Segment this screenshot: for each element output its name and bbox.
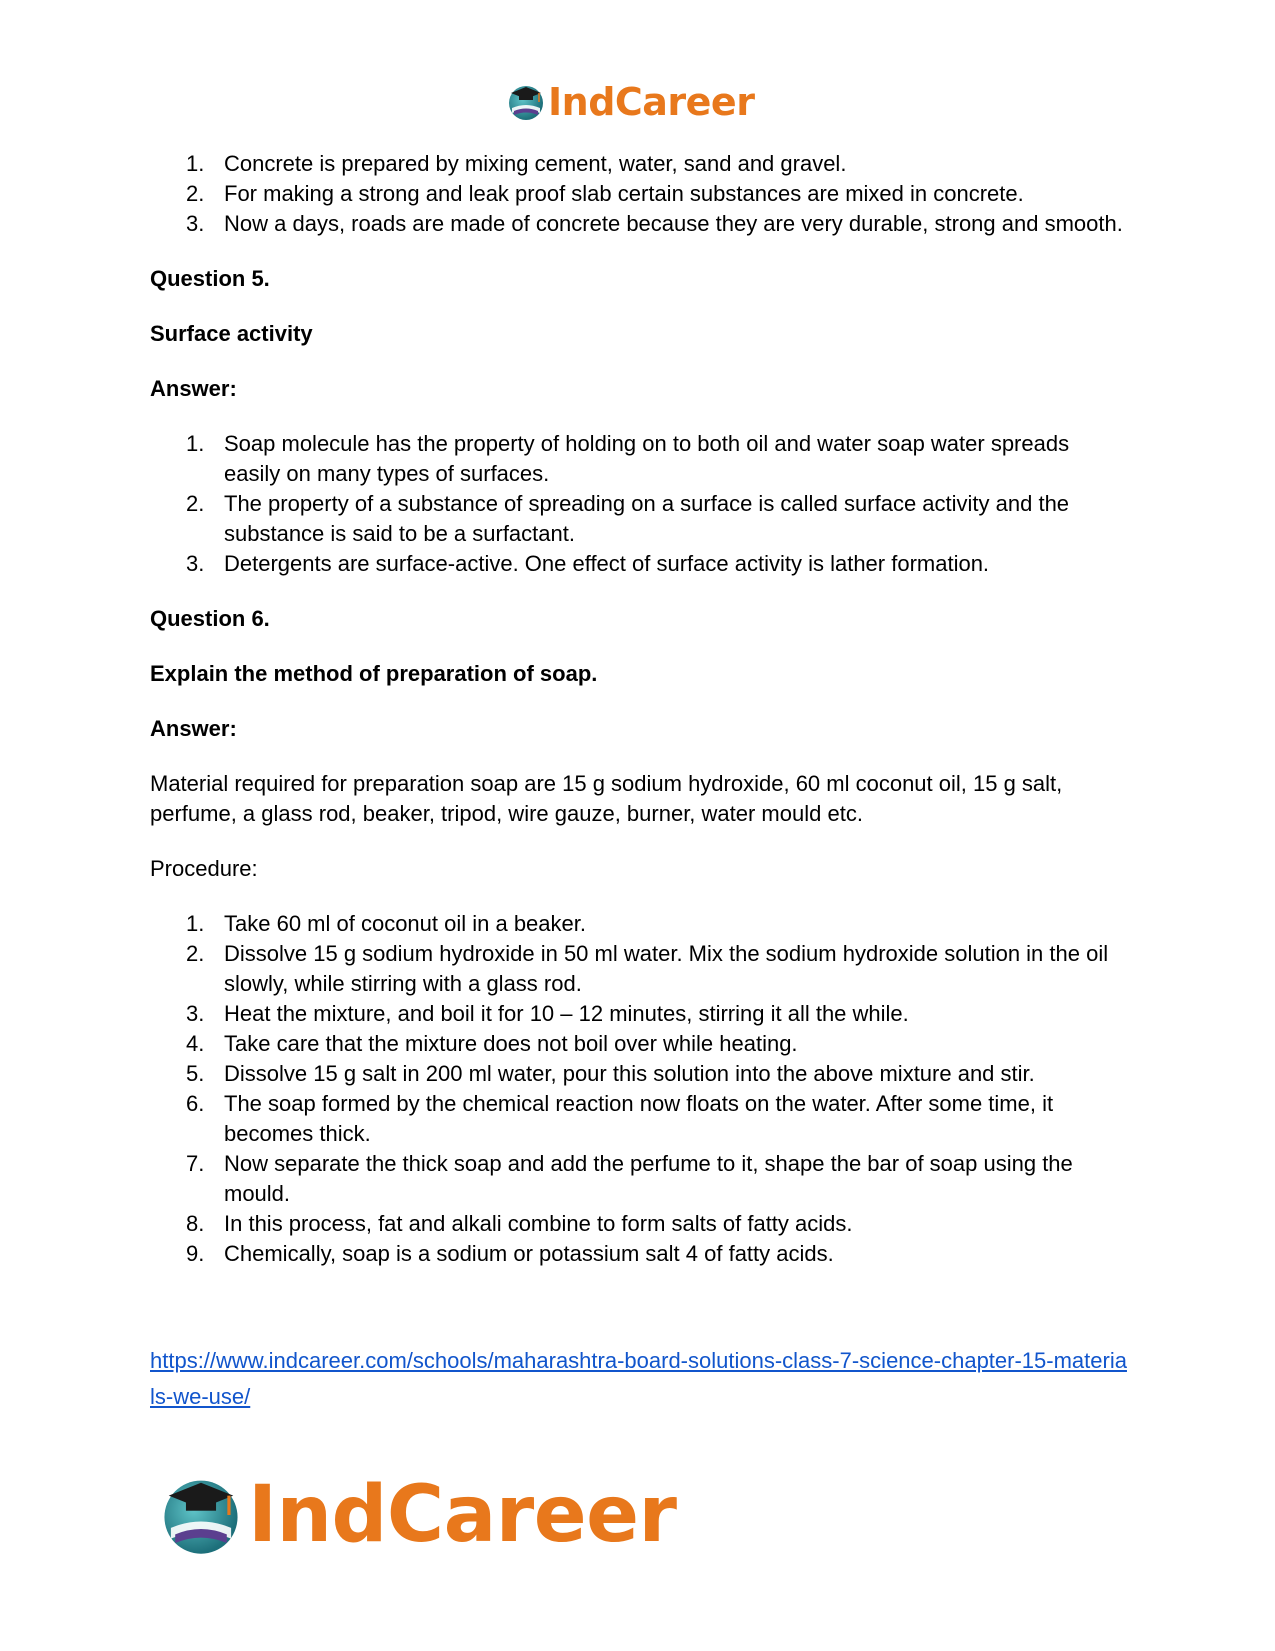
list-item: 1. Concrete is prepared by mixing cement, water, sand and gravel. xyxy=(186,151,847,176)
materials-paragraph: Material required for preparation soap are 15 g sodium hydroxide, 60 ml coconut oil, 15 g salt, perfume, a glass rod, beaker, tripod, wire gauze, burner, water mould etc. xyxy=(150,771,1063,826)
list-item: 7. Now separate the thick soap and add the perfume to it, shape the bar of soap using the mould. xyxy=(186,1151,1073,1206)
logo-text: IndCareer xyxy=(248,1470,677,1560)
question-6-title: Explain the method of preparation of soap. xyxy=(150,661,598,686)
question-5-answer-label: Answer: xyxy=(150,376,237,401)
list-item: 3. Heat the mixture, and boil it for 10 – 12 minutes, stirring it all the while. xyxy=(186,1001,909,1026)
source-link[interactable]: https://www.indcareer.com/schools/maharashtra-board-solutions-class-7-science-chapter-15-materials-we-use/ xyxy=(150,1348,1127,1409)
graduation-cap-globe-icon xyxy=(506,82,546,122)
list-item: 5. Dissolve 15 g salt in 200 ml water, pour this solution into the above mixture and stir. xyxy=(186,1061,1035,1086)
list-item: 1. Take 60 ml of coconut oil in a beaker. xyxy=(186,911,586,936)
list-item: 2. The property of a substance of spreading on a surface is called surface activity and the substance is said to be a surfactant. xyxy=(186,491,1070,546)
list-item: 2. Dissolve 15 g sodium hydroxide in 50 ml water. Mix the sodium hydroxide solution in the oil slowly, while stirring with a glass rod. xyxy=(186,941,1109,996)
list-item: 6. The soap formed by the chemical reaction now floats on the water. After some time, it becomes thick. xyxy=(186,1091,1054,1146)
procedure-label: Procedure: xyxy=(150,856,258,881)
list-item: 2. For making a strong and leak proof slab certain substances are mixed in concrete. xyxy=(186,181,1024,206)
question-5-label: Question 5. xyxy=(150,266,270,291)
list-item: 1. Soap molecule has the property of holding on to both oil and water soap water spreads easily on many types of surfaces. xyxy=(186,431,1070,486)
graduation-cap-globe-icon xyxy=(158,1472,244,1558)
header-logo xyxy=(506,80,754,124)
question-5-title: Surface activity xyxy=(150,321,313,346)
question-6-answer-label: Answer: xyxy=(150,716,237,741)
list-item: 3. Detergents are surface-active. One effect of surface activity is lather formation. xyxy=(186,551,990,576)
list-item: 8. In this process, fat and alkali combine to form salts of fatty acids. xyxy=(186,1211,853,1236)
list-item: 9. Chemically, soap is a sodium or potassium salt 4 of fatty acids. xyxy=(186,1241,834,1266)
logo-text: IndCareer xyxy=(548,80,755,124)
concrete-list xyxy=(150,149,1130,239)
document-body xyxy=(150,149,1130,1415)
procedure-steps xyxy=(150,909,1130,1269)
surface-activity-list xyxy=(150,429,1130,579)
list-item: 4. Take care that the mixture does not boil over while heating. xyxy=(186,1031,798,1056)
footer-logo xyxy=(158,1470,677,1560)
list-item: 3. Now a days, roads are made of concrete because they are very durable, strong and smooth. xyxy=(186,211,1123,236)
question-6-label: Question 6. xyxy=(150,606,270,631)
